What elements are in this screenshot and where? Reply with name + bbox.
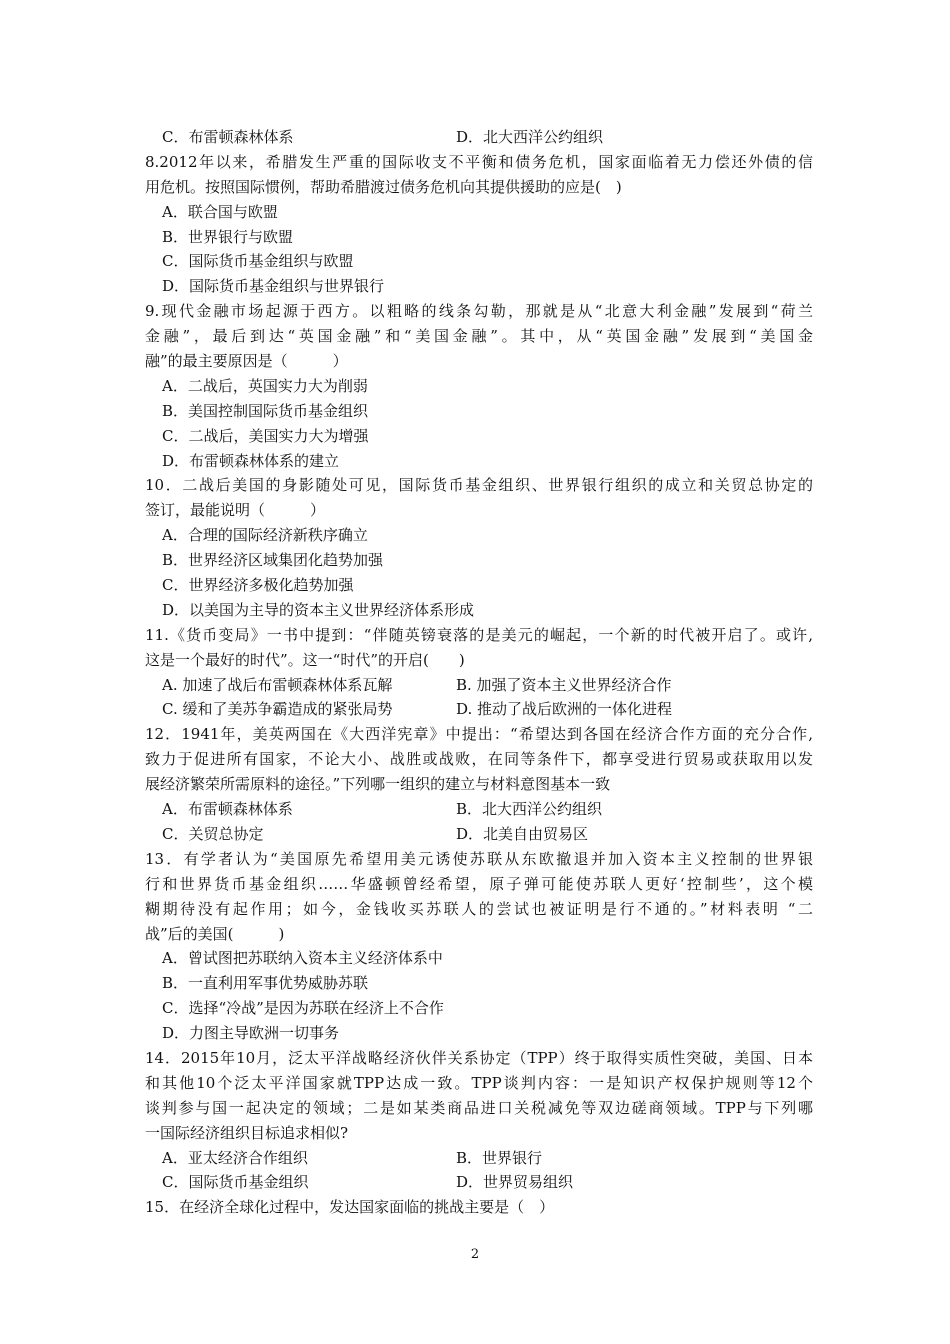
option-b: B．一直利用军事优势威胁苏联: [162, 974, 369, 993]
question-text-line: 用危机。按照国际惯例，帮助希腊渡过债务危机向其提供援助的应是( ): [145, 177, 622, 196]
question-text-line: 13．有学者认为“美国原先希望用美元诱使苏联从东欧撤退并加入资本主义控制的世界银: [145, 849, 813, 868]
question-text-line: 一国际经济组织目标追求相似?: [145, 1123, 349, 1142]
question-12: [145, 722, 813, 846]
question-text-line: 9.现代金融市场起源于西方。以粗略的线条勾勒，那就是从“北意大利金融”发展到“荷兰: [145, 302, 813, 321]
option-a: A. 加速了战后布雷顿森林体系瓦解: [162, 675, 393, 694]
option-a: A．曾试图把苏联纳入资本主义经济体系中: [162, 949, 443, 968]
question-text-line: 14．2015年10月，泛太平洋战略经济伙伴关系协定（TPP）终于取得实质性突破，美国、日本: [145, 1048, 813, 1067]
question-text-line: 战”后的美国( ): [145, 924, 285, 943]
question-13: [145, 847, 813, 1046]
question-text-line: 15．在经济全球化过程中，发达国家面临的挑战主要是（ ）: [145, 1198, 555, 1217]
option-row: [145, 822, 813, 847]
option-a: A．联合国与欧盟: [162, 202, 278, 221]
option-b: B．世界经济区域集团化趋势加强: [162, 551, 384, 570]
option-c: C．选择“冷战”是因为苏联在经济上不合作: [162, 999, 444, 1018]
option-a: A．合理的国际经济新秩序确立: [162, 526, 368, 545]
question-text-line: 展经济繁荣所需原料的途径。”下列哪一组织的建立与材料意图基本一致: [145, 775, 611, 794]
option-d: D．布雷顿森林体系的建立: [162, 451, 340, 470]
option-d: D．北大西洋公约组织: [456, 128, 604, 146]
option-b: B．世界银行: [456, 1148, 543, 1167]
option-row: [145, 1146, 813, 1171]
option-c: C．二战后，美国实力大为增强: [162, 426, 369, 445]
question-8: [145, 150, 813, 299]
option-c: C．关贸总协定: [162, 824, 264, 843]
option-d: D. 推动了战后欧洲的一体化进程: [456, 700, 673, 719]
option-c: C．布雷顿森林体系: [162, 128, 294, 146]
question-text-line: 行和世界货币基金组织……华盛顿曾经希望，原子弹可能使苏联人更好‘控制些’，这个模: [145, 874, 813, 893]
question-text-line: 融”的最主要原因是（ ）: [145, 352, 348, 371]
question-11: [145, 623, 813, 723]
question-text-line: 8.2012年以来，希腊发生严重的国际收支不平衡和债务危机，国家面临着无力偿还外债的信: [145, 152, 813, 171]
question-10: [145, 473, 813, 622]
question-9: [145, 299, 813, 473]
option-b: B. 加强了资本主义世界经济合作: [456, 675, 672, 694]
option-d: D．世界贸易组织: [456, 1173, 574, 1192]
question-text-line: 糊期待没有起作用；如今，金钱收买苏联人的尝试也被证明是行不通的。”材料表明 “二: [145, 899, 813, 918]
option-row: [145, 1170, 813, 1195]
question-text-line: 12．1941年，美英两国在《大西洋宪章》中提出：“希望达到各国在经济合作方面的充分合作,: [145, 725, 813, 744]
option-a: A．布雷顿森林体系: [162, 800, 293, 819]
option-row: [145, 797, 813, 822]
option-row: [145, 125, 813, 150]
question-text-line: 谈判参与国一起决定的领域；二是如某类商品进口关税减免等双边磋商领域。TPP与下列哪: [145, 1098, 813, 1117]
question-text-line: 10．二战后美国的身影随处可见，国际货币基金组织、世界银行组织的成立和关贸总协定的: [145, 476, 813, 495]
option-row: [145, 697, 813, 722]
exam-page-content: [145, 125, 813, 1220]
option-row: [145, 673, 813, 698]
option-d: D．力图主导欧洲一切事务: [162, 1024, 340, 1043]
question-14: [145, 1046, 813, 1195]
option-b: B．世界银行与欧盟: [162, 227, 294, 246]
question-text-line: 金融”，最后到达“英国金融”和“美国金融”。其中，从“英国金融”发展到“美国金: [145, 327, 813, 346]
option-c: C．世界经济多极化趋势加强: [162, 576, 354, 595]
option-a: A．二战后，英国实力大为削弱: [162, 376, 368, 395]
question-text-line: 这是一个最好的时代”。这一“时代”的开启( ): [145, 650, 465, 669]
question-text-line: 致力于促进所有国家，不论大小、战胜或战败，在同等条件下，都享受进行贸易或获取用以发: [145, 750, 813, 769]
option-d: D．国际货币基金组织与世界银行: [162, 277, 385, 296]
option-b: B．美国控制国际货币基金组织: [162, 401, 369, 420]
option-c: C．国际货币基金组织与欧盟: [162, 252, 354, 271]
question-text-line: 和其他10个泛太平洋国家就TPP达成一致。TPP谈判内容：一是知识产权保护规则等12个: [145, 1073, 813, 1092]
option-d: D．以美国为主导的资本主义世界经济体系形成: [162, 600, 475, 619]
option-c: C．国际货币基金组织: [162, 1173, 309, 1192]
question-15: [145, 1195, 813, 1220]
option-d: D．北美自由贸易区: [456, 824, 589, 843]
page-number: 2: [470, 1247, 480, 1262]
option-c: C. 缓和了美苏争霸造成的紧张局势: [162, 700, 393, 719]
question-text-line: 签订，最能说明（ ）: [145, 501, 326, 520]
option-a: A．亚太经济合作组织: [162, 1148, 308, 1167]
option-b: B．北大西洋公约组织: [456, 800, 603, 819]
question-text-line: 11.《货币变局》一书中提到：“伴随英镑衰落的是美元的崛起，一个新的时代被开启了。或许,: [145, 625, 813, 644]
